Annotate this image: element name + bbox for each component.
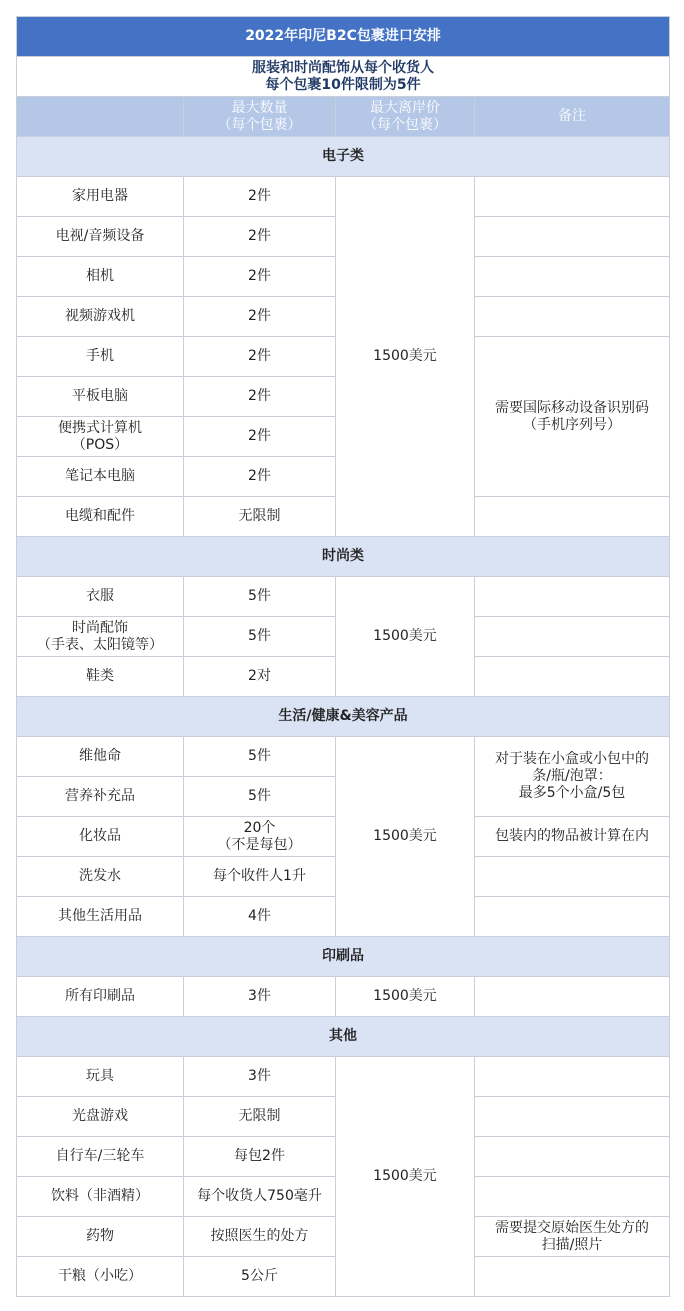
item-name: 所有印刷品 <box>17 977 184 1017</box>
item-remark <box>475 897 670 937</box>
others-price: 1500美元 <box>336 1057 475 1297</box>
item-name: 鞋类 <box>17 657 184 697</box>
item-qty: 2件 <box>184 217 336 257</box>
section-lifestyle: 生活/健康&美容产品 <box>17 697 670 737</box>
item-qty: 每个收货人750毫升 <box>184 1177 336 1217</box>
item-remark <box>475 257 670 297</box>
subtitle-line-2: 每个包裹10件限制为5件 <box>265 76 421 93</box>
item-qty: 5公斤 <box>184 1257 336 1297</box>
item-qty: 无限制 <box>184 497 336 537</box>
item-name: 维他命 <box>17 737 184 777</box>
section-fashion: 时尚类 <box>17 537 670 577</box>
item-name: 自行车/三轮车 <box>17 1137 184 1177</box>
table-title: 2022年印尼B2C包裹进口安排 <box>17 17 670 57</box>
prescription-remark: 需要提交原始医生处方的 扫描/照片 <box>475 1217 670 1257</box>
item-name: 其他生活用品 <box>17 897 184 937</box>
item-remark <box>475 1177 670 1217</box>
item-qty: 3件 <box>184 977 336 1017</box>
electronics-price: 1500美元 <box>336 177 475 537</box>
header-remarks: 备注 <box>475 97 670 137</box>
item-qty: 5件 <box>184 777 336 817</box>
item-name: 手机 <box>17 337 184 377</box>
item-qty: 2对 <box>184 657 336 697</box>
item-name: 洗发水 <box>17 857 184 897</box>
item-name: 相机 <box>17 257 184 297</box>
item-remark <box>475 977 670 1017</box>
section-electronics: 电子类 <box>17 137 670 177</box>
item-qty: 2件 <box>184 177 336 217</box>
item-remark <box>475 857 670 897</box>
item-qty: 5件 <box>184 737 336 777</box>
package-count-remark: 包装内的物品被计算在内 <box>475 817 670 857</box>
item-name: 电视/音频设备 <box>17 217 184 257</box>
item-qty: 2件 <box>184 337 336 377</box>
fashion-price: 1500美元 <box>336 577 475 697</box>
item-name: 玩具 <box>17 1057 184 1097</box>
item-remark <box>475 617 670 657</box>
item-qty: 无限制 <box>184 1097 336 1137</box>
item-qty: 4件 <box>184 897 336 937</box>
item-name: 时尚配饰 （手表、太阳镜等） <box>17 617 184 657</box>
item-remark <box>475 297 670 337</box>
item-name: 饮料（非酒精） <box>17 1177 184 1217</box>
item-name: 便携式计算机 （POS） <box>17 417 184 457</box>
item-remark <box>475 1097 670 1137</box>
blister-remark: 对于装在小盒或小包中的 条/瓶/泡罩： 最多5个小盒/5包 <box>475 737 670 817</box>
item-name: 笔记本电脑 <box>17 457 184 497</box>
lifestyle-price: 1500美元 <box>336 737 475 937</box>
section-others: 其他 <box>17 1017 670 1057</box>
item-qty: 2件 <box>184 297 336 337</box>
item-remark <box>475 217 670 257</box>
item-name: 家用电器 <box>17 177 184 217</box>
item-qty: 20个 （不是每包） <box>184 817 336 857</box>
item-name: 干粮（小吃） <box>17 1257 184 1297</box>
item-name: 化妆品 <box>17 817 184 857</box>
item-remark <box>475 1057 670 1097</box>
item-qty: 2件 <box>184 377 336 417</box>
item-name: 药物 <box>17 1217 184 1257</box>
item-remark <box>475 1257 670 1297</box>
item-qty: 2件 <box>184 457 336 497</box>
item-remark <box>475 657 670 697</box>
imei-remark: 需要国际移动设备识别码 （手机序列号） <box>475 337 670 497</box>
item-qty: 每包2件 <box>184 1137 336 1177</box>
item-name: 衣服 <box>17 577 184 617</box>
item-name: 光盘游戏 <box>17 1097 184 1137</box>
item-name: 视频游戏机 <box>17 297 184 337</box>
item-qty: 按照医生的处方 <box>184 1217 336 1257</box>
header-max-fob: 最大离岸价 （每个包裹） <box>336 97 475 137</box>
table-subtitle <box>17 57 670 97</box>
item-remark <box>475 1137 670 1177</box>
item-qty: 5件 <box>184 577 336 617</box>
header-max-quantity: 最大数量 （每个包裹） <box>184 97 336 137</box>
item-name: 营养补充品 <box>17 777 184 817</box>
subtitle-line-1: 服装和时尚配饰从每个收货人 <box>252 59 435 76</box>
section-printed: 印刷品 <box>17 937 670 977</box>
item-qty: 2件 <box>184 257 336 297</box>
item-qty: 每个收件人1升 <box>184 857 336 897</box>
printed-price: 1500美元 <box>336 977 475 1017</box>
item-name: 平板电脑 <box>17 377 184 417</box>
item-remark <box>475 497 670 537</box>
item-qty: 2件 <box>184 417 336 457</box>
item-qty: 3件 <box>184 1057 336 1097</box>
item-remark <box>475 577 670 617</box>
item-qty: 5件 <box>184 617 336 657</box>
import-rules-table <box>16 16 670 1297</box>
header-item <box>17 97 184 137</box>
item-name: 电缆和配件 <box>17 497 184 537</box>
item-remark <box>475 177 670 217</box>
